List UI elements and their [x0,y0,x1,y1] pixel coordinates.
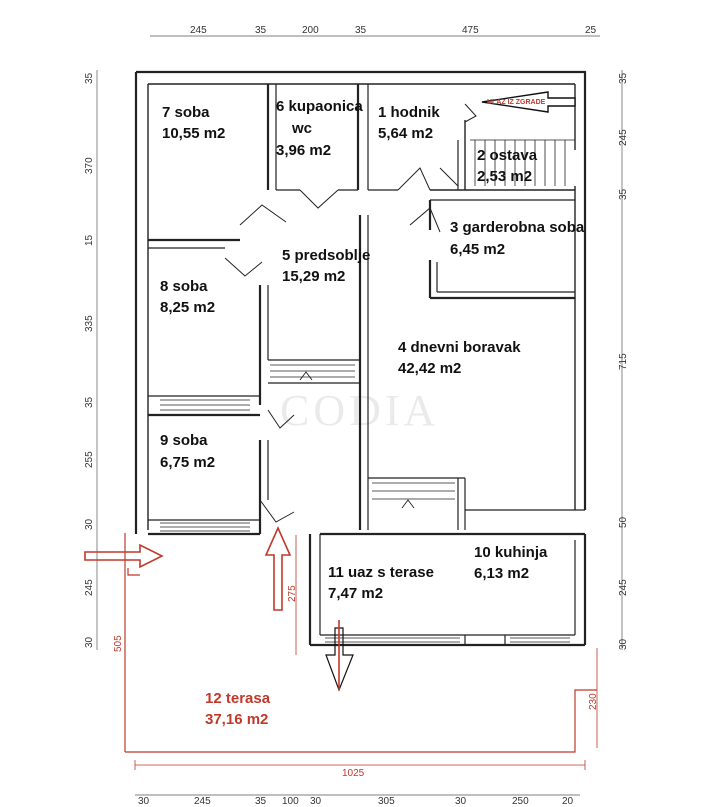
svg-text:335: 335 [84,315,95,332]
svg-text:200: 200 [302,25,319,36]
room-7-area: 10,55 m2 [162,125,226,142]
svg-text:35: 35 [84,396,95,408]
room-4-name: 4 dnevni boravak [398,339,521,356]
dimensions-left [84,72,95,648]
room-11-area: 7,47 m2 [328,585,384,602]
room-1-area: 5,64 m2 [378,125,434,142]
svg-text:245: 245 [190,25,207,36]
watermark: CODIA [280,386,440,435]
dim-terrace-total: 1025 [342,768,365,779]
svg-text:30: 30 [84,518,95,530]
room-2-area: 2,53 m2 [477,168,533,185]
svg-text:715: 715 [618,353,629,370]
svg-text:245: 245 [194,796,211,807]
room-6-area: 3,96 m2 [276,142,332,159]
svg-text:100: 100 [282,796,299,807]
room-12-area: 37,16 m2 [205,711,269,728]
svg-text:35: 35 [355,25,367,36]
room-8-area: 8,25 m2 [160,299,216,316]
room-9-name: 9 soba [160,432,208,449]
svg-text:35: 35 [618,188,629,200]
room-6-name: 6 kupaonica [276,98,363,115]
room-12-name: 12 terasa [205,690,271,707]
room-11-name: 11 uaz s terase [328,564,434,581]
room-9-area: 6,75 m2 [160,454,216,471]
dimensions-top [190,25,597,36]
dimensions-bottom [138,796,574,807]
room-2-name: 2 ostava [477,147,538,164]
svg-text:20: 20 [562,796,574,807]
room-4-area: 42,42 m2 [398,360,462,377]
svg-text:245: 245 [618,129,629,146]
room-5-name: 5 predsoblje [282,247,371,264]
svg-text:305: 305 [378,796,395,807]
svg-text:30: 30 [310,796,322,807]
room-3-name: 3 garderobna soba [450,219,585,236]
svg-text:25: 25 [585,25,597,36]
room-3-area: 6,45 m2 [450,241,506,258]
svg-text:35: 35 [255,796,267,807]
svg-text:30: 30 [84,636,95,648]
room-10-area: 6,13 m2 [474,565,530,582]
dim-terrace-right: 230 [588,693,599,710]
svg-text:15: 15 [84,234,95,246]
svg-text:30: 30 [138,796,150,807]
dimensions-right [618,72,629,650]
svg-text:370: 370 [84,157,95,174]
room-10-name: 10 kuhinja [474,544,548,561]
room-5-area: 15,29 m2 [282,268,346,285]
svg-text:50: 50 [618,516,629,528]
svg-text:245: 245 [84,579,95,596]
room-1-name: 1 hodnik [378,104,440,121]
svg-text:475: 475 [462,25,479,36]
room-6-sub: wc [292,120,313,137]
svg-text:30: 30 [455,796,467,807]
svg-text:255: 255 [84,451,95,468]
room-8-name: 8 soba [160,278,208,295]
dim-passage: 275 [287,585,298,602]
svg-text:35: 35 [84,72,95,84]
svg-text:30: 30 [618,638,629,650]
svg-text:35: 35 [255,25,267,36]
svg-text:250: 250 [512,796,529,807]
dim-terrace-left: 505 [113,635,124,652]
room-7-name: 7 soba [162,104,210,121]
svg-text:35: 35 [618,72,629,84]
doors [225,104,476,522]
svg-text:245: 245 [618,579,629,596]
entry-label: ULAZ IZ ZGRADE [487,99,546,106]
